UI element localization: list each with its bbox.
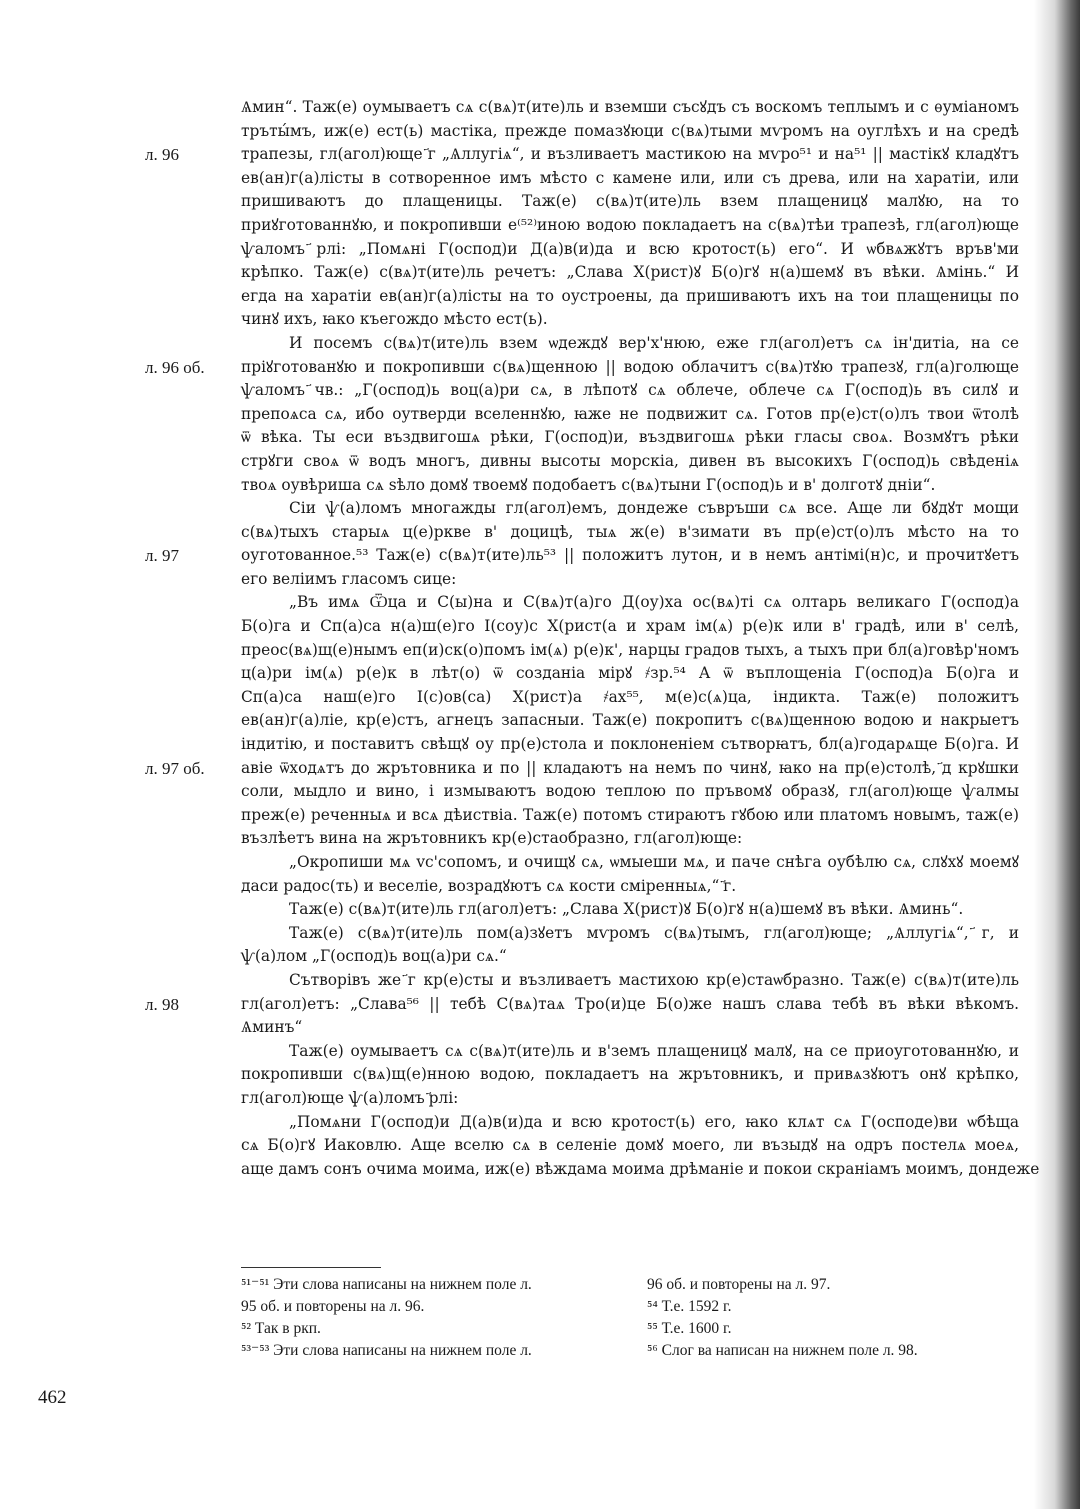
text-line-content: Б(о)га и Сп(а)са н(а)ш(е)го І(соу)с Х(рист(а и храм ім(ѧ) р(е)к или в' градѣ, или в' селѣ, (241, 617, 1019, 636)
text-line (241, 214, 1019, 238)
text-line-content: крѣпко. Таж(е) с(вѧ)т(ите)ль речетъ: „Слава Х(рист)ꙋ Б(о)гꙋ н(а)шемꙋ въ вѣки. Ѧмінь.“ И (241, 263, 1019, 282)
text-line (145, 356, 1019, 380)
page-edge-shadow (1034, 0, 1080, 1509)
footnote: 95 об. и повторены на л. 96. (241, 1298, 425, 1315)
text-line-content: ѿ вѣка. Ты еси въздвигошѧ рѣки, Г(оспод)и, въздвигошѧ рѣки гласы своѧ. Возмꙋтъ рѣки (241, 428, 1019, 447)
text-line (241, 922, 1019, 946)
text-line (241, 190, 1019, 214)
text-line (241, 497, 1019, 521)
text-line (241, 1087, 1019, 1111)
text-line-content: авіе ѿходѧтъ до жрътовника и по || кладаютъ на немъ по чинꙋ, ꙗко на пр(е)столѣ, ҃д крꙋшки (241, 758, 1019, 777)
text-line (241, 969, 1019, 993)
text-line-content: стрꙋги своѧ ѿ водъ многъ, дивны высоты морскіа, дивен въ высокихъ Г(оспод)ь свѣденіѧ (241, 451, 1019, 470)
text-line-content: егда на харатіи ев(ан)г(а)лісты на то оустроены, да пришиваютъ ихъ на тои плащеницы по (241, 286, 1019, 305)
text-line-content: даси радос(ть) и веселіе, возрадꙋютъ сѧ кости сміренныѧ,“ ҃г. (241, 876, 737, 895)
main-text (145, 96, 1040, 1181)
footnote: ⁵⁶ Слог ва написан на нижнем поле л. 98. (647, 1342, 918, 1359)
text-line (241, 474, 1019, 498)
text-line (241, 332, 1019, 356)
text-line-content: „Въ имѧ Ѿца и С(ы)на и С(вѧ)т(а)го Д(оу)ха ос(вѧ)ті сѧ олтарь великаго Г(оспод)а (289, 593, 1019, 612)
folio-marker: л. 96 об. (145, 357, 205, 377)
text-line-content: ев(ан)г(а)лісты в сотворенное имъ мѣсто с камене или, или съ древа, или на харатіи, или (241, 168, 1019, 187)
text-line-content: оуготованное.⁵³ Таж(е) с(вѧ)т(ите)ль⁵³ || положитъ лутон, и в немъ антімі(н)с, и прочитꙋетъ (241, 546, 1019, 565)
text-line-content: пріꙋготованꙋю и покропивши с(вѧ)щенною || водою облачитъ с(вѧ)тꙋю трапезꙋ, гл(а)голюще (241, 357, 1019, 376)
text-line-content: індитію, и поставитъ свѣщꙋ оу пр(е)стола и поклоненіем сътворꙗтъ, бл(а)годарѧще Б(о)га. И (241, 735, 1019, 754)
text-line-content: преж(е) реченныѧ и всѧ дѣиствіа. Таж(е) потомъ стираютъ гꙋбою или платомъ новымъ, таж(е) (241, 805, 1019, 824)
text-line-content: Сіи ѱ(а)ломъ многажды гл(агол)емъ, дондеже съвръши сѧ все. Аще ли бꙋдꙋт мощи (289, 499, 1019, 518)
text-line-content: с(вѧ)тыхъ старыѧ ц(е)ркве в' доцицѣ, тыѧ ж(е) в'зимати въ пр(е)ст(о)лъ мѣсто на то (241, 522, 1019, 541)
folio-marker: л. 96 (145, 145, 179, 165)
text-line-content: аще дамъ сонъ очима моима, иж(е) вѣждама моима дрѣманіе и покои скраніамъ моимъ, дондеже (241, 1159, 1040, 1178)
text-line (241, 1063, 1019, 1087)
text-line-content: препоѧса сѧ, ибо оутверди вселеннꙋю, ꙗже не подвижит сѧ. Готов пр(е)ст(о)лъ твои ѿтолѣ (241, 404, 1019, 423)
text-line-content: Сътворівъ же ҃г кр(е)сты и възливаетъ мастихою кр(е)стаѡбразно. Таж(е) с(вѧ)т(ите)ль (289, 970, 1019, 989)
text-line-content: ев(ан)г(а)ліе, кр(е)стъ, агнецъ запасныи. Таж(е) покропитъ с(вѧ)щенною водою и накрыетъ (241, 711, 1019, 730)
text-line (241, 261, 1019, 285)
text-line (241, 1134, 1019, 1158)
text-line (241, 167, 1019, 191)
footnote: ⁵³⁻⁵³ Эти слова написаны на нижнем поле л. (241, 1342, 532, 1359)
text-line-content: соли, мыдло и вино, і измываютъ водою теплою по пръвомꙋ образꙋ, гл(агол)юще ѱалмы (241, 782, 1019, 801)
footnote: ⁵⁴ Т.е. 1592 г. (647, 1298, 732, 1315)
text-line (241, 379, 1019, 403)
text-line-content: твоѧ оувѣриша сѧ ѕѣло домꙋ твоемꙋ подобаетъ с(вѧ)тыни Г(оспод)ь и в' долготꙋ дніи“. (241, 475, 936, 494)
text-line (241, 591, 1019, 615)
text-line-content: Таж(е) оумываетъ сѧ с(вѧ)т(ите)ль и в'земъ плащеницꙋ малꙋ, на се приоуготованнꙋю, и (289, 1041, 1019, 1060)
footnote: 96 об. и повторены на л. 97. (647, 1276, 831, 1293)
text-line-content: възлѣетъ вина на жрътовникъ кр(е)стаобразно, гл(агол)юще: (241, 829, 743, 848)
text-line-content: Ѧмин“. Таж(е) оумываетъ сѧ с(вѧ)т(ите)ль и вземши съсꙋдъ съ воскомъ теплымъ и с ѳуміаномъ (241, 98, 1019, 116)
text-line (241, 615, 1019, 639)
text-line-content: „Окропиши мѧ vс'сопомъ, и очищꙋ сѧ, ѡмыеши мѧ, и паче снѣга оубѣлю сѧ, слꙋхꙋ моемꙋ (289, 853, 1019, 871)
folio-marker: л. 97 об. (145, 758, 205, 778)
text-line (241, 1111, 1019, 1135)
text-line (241, 120, 1019, 144)
text-line-content: Таж(е) с(вѧ)т(ите)ль гл(агол)етъ: „Слава Х(рист)ꙋ Б(о)гꙋ н(а)шемꙋ въ вѣки. Ѧминь“. (289, 900, 964, 919)
footnote-divider (241, 1267, 381, 1268)
footnotes-right-column (647, 1274, 1007, 1362)
text-line-content: гл(агол)етъ: „Слава⁵⁶ || тебѣ С(вѧ)таѧ Тро(и)це Б(о)же нашъ слава тебѣ въ вѣки вѣкомъ. (241, 994, 1019, 1013)
text-line (241, 686, 1019, 710)
text-line-content: трапезы, гл(агол)юще ҃г „Ѧллугіѧ“, и възливаетъ мастикою на мѵро⁵¹ и на⁵¹ || мастікꙋ кладꙋтъ (241, 145, 1019, 164)
text-line (241, 827, 1019, 851)
text-line-content: пришиваютъ до плащеницы. Таж(е) с(вѧ)т(ите)ль взем плащеницꙋ малꙋю, на то (241, 192, 1019, 211)
text-line-content: ц(а)ри ім(ѧ) р(е)к в лѣт(о) ѿ созданіа мірꙋ ҂зр.⁵⁴ А ѿ въплощеніа Г(оспод)а Б(о)га и (241, 664, 1019, 683)
folio-marker: л. 98 (145, 994, 179, 1014)
text-line (241, 709, 1019, 733)
text-line-content: ѱаломъ ҃чв.: „Г(оспод)ь воц(а)ри сѧ, в лѣпотꙋ сѧ облече, облече сѧ Г(оспод)ь въ силꙋ и (241, 381, 1019, 400)
text-line-content: преос(вѧ)щ(е)нымъ еп(и)ск(о)помъ ім(ѧ) р(е)к', нарцы градов тыхъ, а тыхъ при бл(а)говѣр'номъ (241, 640, 1019, 659)
text-line (145, 993, 1019, 1017)
text-line (241, 945, 1019, 969)
text-line (145, 757, 1019, 781)
text-line-content: „Помѧни Г(оспод)и Д(а)в(и)да и всю кротост(ь) его, ꙗко клѧт сѧ Г(осподе)ви ѡбѣща (289, 1112, 1019, 1131)
text-line (241, 1040, 1019, 1064)
text-line-content: ѱаломъ ҃рлі: „Помѧні Г(оспод)и Д(а)в(и)да и всю кротост(ь) его“. И ѡбвѧжꙋтъ връв'ми (241, 239, 1019, 258)
footnote: ⁵⁵ Т.е. 1600 г. (647, 1320, 732, 1337)
text-line (241, 733, 1019, 757)
text-line (241, 403, 1019, 427)
text-line (145, 143, 1019, 167)
text-line-content: Сп(а)са наш(е)го І(с)ов(са) Х(рист)а ҂ах⁵⁵, м(е)с(ѧ)ца, індикта. Таж(е) положитъ (241, 687, 1019, 706)
text-line-content: гл(агол)юще ѱ(а)ломъ ҃рлі: (241, 1088, 459, 1107)
text-line (241, 426, 1019, 450)
text-line (241, 450, 1019, 474)
folio-marker: л. 97 (145, 546, 179, 566)
text-line-content: ѱ(а)лом „Г(оспод)ь воц(а)ри сѧ.“ (241, 947, 507, 966)
text-line (241, 851, 1019, 875)
text-line (241, 875, 1019, 899)
text-line-content: И посемъ с(вѧ)т(ите)ль взем ѡдеждꙋ вер'х'нюю, еже гл(агол)етъ сѧ ін'дитіа, на се (289, 333, 1019, 352)
text-line (145, 544, 1019, 568)
footnotes-left-column (241, 1274, 621, 1362)
text-line-content: чинꙋ ихъ, ꙗко къегождо мѣсто ест(ь). (241, 310, 548, 329)
text-line (241, 898, 1019, 922)
page-number: 462 (38, 1387, 67, 1408)
text-line (241, 568, 1019, 592)
text-line (241, 521, 1019, 545)
text-line-content: его веліимъ гласомъ сице: (241, 569, 457, 588)
text-line (241, 238, 1019, 262)
text-line (241, 1016, 1019, 1040)
text-line (241, 96, 1019, 120)
text-line (241, 1158, 1040, 1182)
text-line-content: Ѧминъ“ (241, 1018, 303, 1037)
text-line-content: покропивши с(вѧ)щ(е)нною водою, покладаетъ на жрътовникъ, и привѧзꙋютъ онꙋ крѣпко, (241, 1065, 1019, 1084)
text-line-content: Таж(е) с(вѧ)т(ите)ль пом(а)зꙋетъ мѵромъ с(вѧ)тымъ, гл(агол)юще; „Ѧллугіѧ“, ҃г, и (289, 923, 1019, 942)
footnote: ⁵² Так в ркп. (241, 1320, 321, 1337)
text-line (241, 639, 1019, 663)
text-line-content: тръты́мъ, иж(е) ест(ь) мастіка, прежде помазꙋюци с(вѧ)тыми мѵромъ на оуглѣхъ и на средѣ (241, 121, 1019, 140)
footnote: ⁵¹⁻⁵¹ Эти слова написаны на нижнем поле л. (241, 1276, 532, 1293)
text-line (241, 780, 1019, 804)
text-line (241, 308, 1019, 332)
text-line-content: сѧ Б(о)гꙋ Иаковлю. Аще вселю сѧ в селеніе домꙋ моего, ли възыдꙋ на одръ постелѧ моеѧ, (241, 1136, 1019, 1155)
text-line (241, 285, 1019, 309)
text-line (241, 662, 1019, 686)
text-line-content: приꙋготованнꙋю, и покропивши е⁽⁵²⁾иною водою покладаетъ на с(вѧ)тѣи трапезѣ, гл(агол)юще (241, 215, 1019, 234)
text-line (241, 804, 1019, 828)
